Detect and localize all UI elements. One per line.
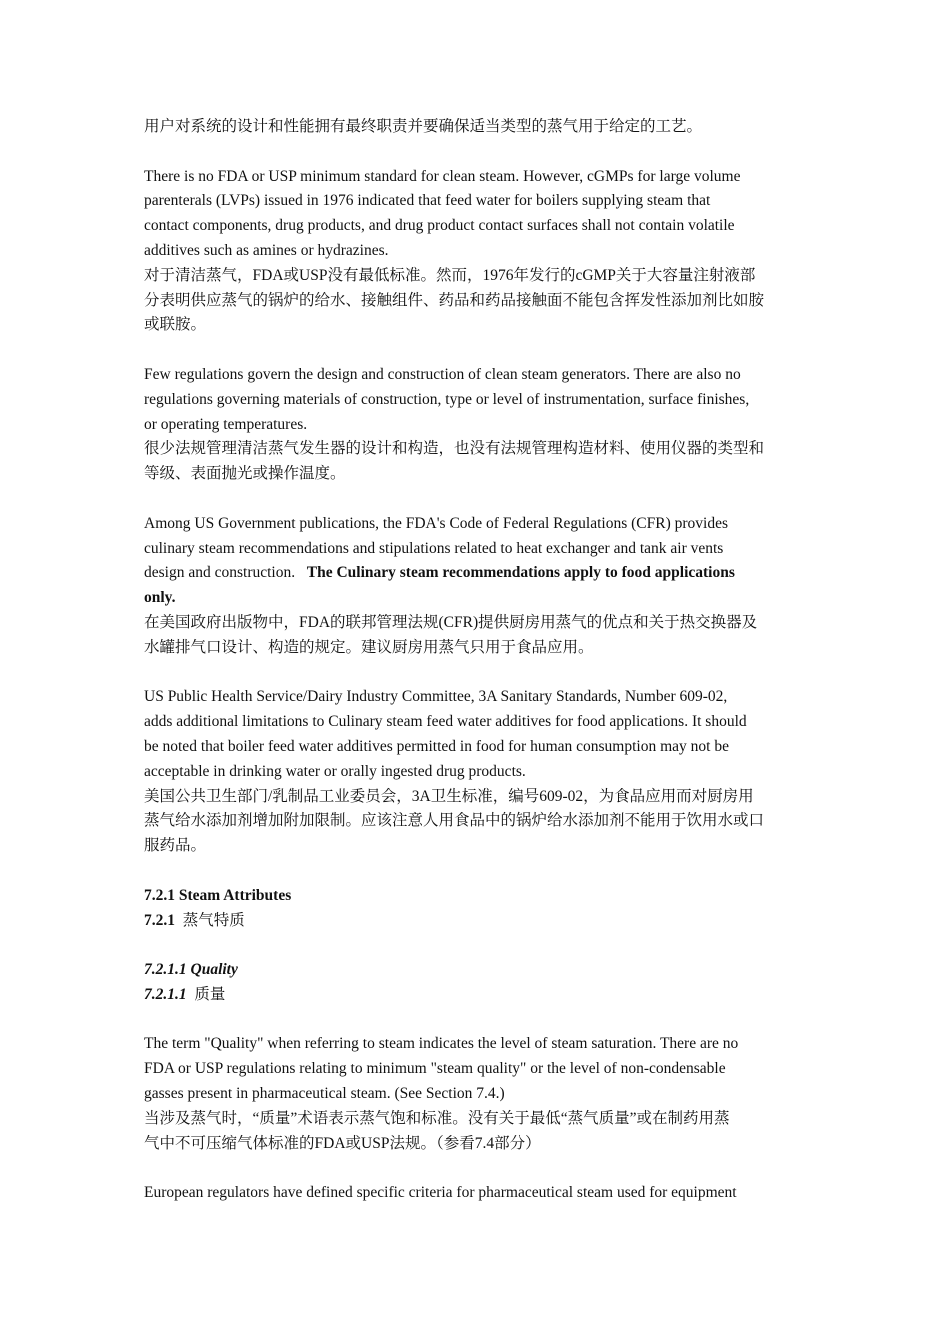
en-line: culinary steam recommendations and stipulations related to heat exchanger and tank air vents <box>144 539 724 557</box>
en-line: gasses present in pharmaceutical steam. (See Section 7.4.) <box>144 1085 505 1103</box>
heading-cn <box>144 909 812 934</box>
paragraph-intro <box>144 115 812 140</box>
document-body <box>144 115 812 1231</box>
heading-number: 7.2.1.1 <box>144 985 187 1003</box>
cn-line: 服药品。 <box>144 837 207 855</box>
cn-line: 蒸气给水添加剂增加附加限制。应该注意人用食品中的锅炉给水添加剂不能用于饮用水或口 <box>144 812 765 830</box>
cn-line: 当涉及蒸气时，“质量”术语表示蒸气饱和标准。没有关于最低“蒸气质量”或在制药用蒸 <box>144 1109 730 1127</box>
heading-cn-text: 蒸气特质 <box>182 911 245 929</box>
en-line: acceptable in drinking water or orally ingested drug products. <box>144 762 526 780</box>
paragraph-steam-quality <box>144 1032 812 1156</box>
en-line: adds additional limitations to Culinary steam feed water additives for food applications. It should <box>144 713 747 731</box>
paragraph-european-regulators <box>144 1181 812 1206</box>
paragraph-generator-regulations <box>144 363 812 487</box>
en-line: be noted that boiler feed water additives permitted in food for human consumption may not be <box>144 737 729 755</box>
cn-line: 用户对系统的设计和性能拥有最终职责并要确保适当类型的蒸气用于给定的工艺。 <box>144 118 703 135</box>
cn-line: 气中不可压缩气体标准的FDA或USP法规。（参看7.4部分） <box>144 1134 541 1152</box>
en-line: European regulators have defined specific criteria for pharmaceutical steam used for equipment <box>144 1184 737 1202</box>
paragraph-clean-steam-standard <box>144 165 812 339</box>
en-line: regulations governing materials of construction, type or level of instrumentation, surface finishes, <box>144 390 750 408</box>
heading-cn <box>144 983 812 1008</box>
cn-line: 美国公共卫生部门/乳制品工业委员会，3A卫生标准，编号609-02，为食品应用而对厨房用 <box>144 787 754 805</box>
en-line: or operating temperatures. <box>144 415 308 433</box>
heading-en: 7.2.1.1 Quality <box>144 961 238 979</box>
cn-line: 等级、表面抛光或操作温度。 <box>144 465 346 483</box>
bold-note-end: only. <box>144 589 176 607</box>
paragraph-cfr-culinary-steam <box>144 512 812 661</box>
en-line: Among US Government publications, the FDA's Code of Federal Regulations (CFR) provides <box>144 514 728 532</box>
cn-line: 在美国政府出版物中，FDA的联邦管理法规(CFR)提供厨房用蒸气的优点和关于热交换器及 <box>144 613 758 631</box>
en-line: Few regulations govern the design and construction of clean steam generators. There are also no <box>144 365 741 383</box>
cn-line: 分表明供应蒸气的锅炉的给水、接触组件、药品和药品接触面不能包含挥发性添加剂比如胺 <box>144 291 765 309</box>
cn-line: 水罐排气口设计、构造的规定。建议厨房用蒸气只用于食品应用。 <box>144 638 594 656</box>
cn-line: 很少法规管理清洁蒸气发生器的设计和构造，也没有法规管理构造材料、使用仪器的类型和 <box>144 440 765 458</box>
en-line: additives such as amines or hydrazines. <box>144 241 389 259</box>
en-line: FDA or USP regulations relating to minimum "steam quality" or the level of non-condensable <box>144 1060 726 1078</box>
en-line: contact components, drug products, and drug product contact surfaces shall not contain volatile <box>144 217 735 235</box>
en-text: design and construction. <box>144 564 307 582</box>
paragraph-3a-sanitary-standards <box>144 685 812 859</box>
heading-en: 7.2.1 Steam Attributes <box>144 886 292 904</box>
bold-note: The Culinary steam recommendations apply to food applications <box>306 564 735 582</box>
en-line: US Public Health Service/Dairy Industry Committee, 3A Sanitary Standards, Number 609-02, <box>144 688 728 706</box>
section-heading-quality <box>144 958 812 1008</box>
en-line: The term "Quality" when referring to steam indicates the level of steam saturation. There are no <box>144 1035 739 1053</box>
heading-number: 7.2.1 <box>144 911 175 929</box>
en-line: There is no FDA or USP minimum standard for clean steam. However, cGMPs for large volume <box>144 167 741 185</box>
section-heading-steam-attributes <box>144 884 812 934</box>
en-line-mixed <box>144 561 812 586</box>
heading-cn-text: 质量 <box>194 985 226 1003</box>
cn-line: 对于清洁蒸气，FDA或USP没有最低标准。然而，1976年发行的cGMP关于大容量注射液部 <box>144 266 756 284</box>
en-line: parenterals (LVPs) issued in 1976 indicated that feed water for boilers supplying steam that <box>144 192 711 210</box>
cn-line: 或联胺。 <box>144 316 207 334</box>
en-line <box>144 586 812 611</box>
